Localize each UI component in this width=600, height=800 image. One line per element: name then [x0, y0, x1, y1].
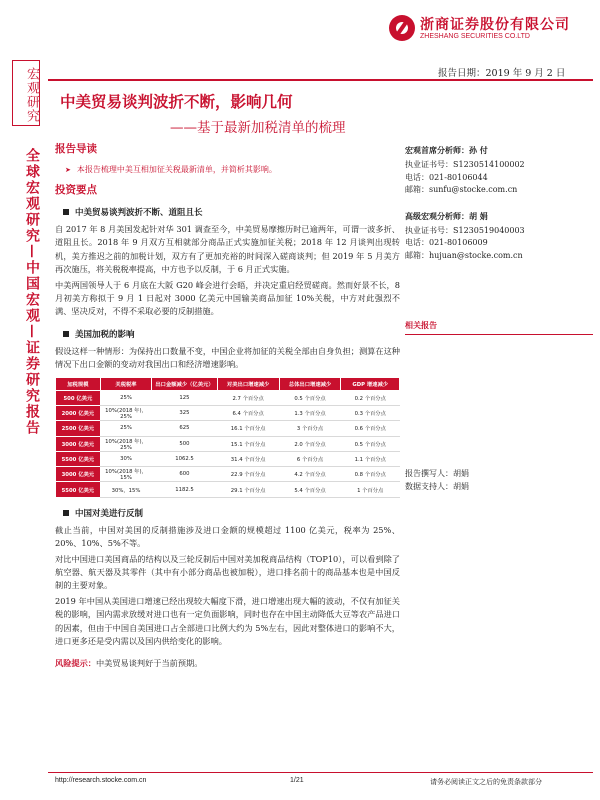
- guide-text: 本报告梳理中美互相加征关税最新清单，并简析其影响。: [76, 165, 277, 174]
- page-title: 中美贸易谈判波折不断，影响几何: [60, 93, 293, 111]
- table-header-row: [56, 377, 400, 390]
- table-cell: 10%(2018 年)，15%: [100, 467, 152, 482]
- company-logo-icon: [389, 15, 415, 41]
- related-reports-heading: 相关报告: [405, 320, 593, 335]
- table-cell: 22.9 个百分点: [217, 467, 279, 482]
- company-name-en: ZHESHANG SECURITIES CO.LTD: [420, 33, 530, 40]
- table-cell: 0.5 个百分点: [279, 390, 341, 405]
- analyst-license: 执业证书号：S1230514100002: [405, 160, 525, 169]
- table-cell: 10%(2018 年)，25%: [100, 405, 152, 420]
- section-heading: [63, 206, 400, 218]
- risk-text: 中美贸易谈判好于当前预期。: [95, 658, 203, 669]
- analyst-name: 宏观首席分析师：孙 付: [405, 146, 488, 155]
- section-title: 中国对美进行反制: [75, 508, 144, 519]
- table-cell: 3000 亿美元: [56, 467, 101, 482]
- analyst-email[interactable]: 邮箱：hujuan@stocke.com.cn: [405, 250, 523, 260]
- analyst-phone: 电话：021-80106044: [405, 172, 488, 182]
- table-row: [56, 467, 400, 482]
- page-subtitle: ——基于最新加税清单的梳理: [170, 120, 346, 136]
- table-cell: 2.0 个百分点: [279, 436, 341, 451]
- table-cell: 125: [152, 390, 217, 405]
- triangle-bullet-icon: ➤: [65, 166, 71, 174]
- paragraph: 2019 年中国从美国进口增速已经出现较大幅度下滑，进口增速出现大幅的波动，不仅有加征关税的影响，国内需求放缓对进口也有一定负面影响，同时也存在中国主动降低大豆等农产品进口的因素，但由于中国自美国进口占全部进口比例大约为 5%左右，因此对整体进口的影响不大，进口更多还是受内需以及国内供给变化的影响。: [55, 595, 400, 646]
- table-cell: 31.4 个百分点: [217, 451, 279, 466]
- risk-note: [55, 658, 400, 669]
- paragraph: 自 2017 年 8 月美国发起针对华 301 调查至今，中美贸易摩擦历时已逾两年，可谓一波多折、道阻且长。2018 年 9 月双方互相就部分商品正式实施加征关税；2018 年 12 月谈判出现转机，美方推迟之前的加税计划，双方有了更加充裕的时间深入磋商谈判；但 2019 年 5 月美方再次施压，将关税税率提高，中方也予以反制，于 6 月正式实施。: [55, 224, 400, 275]
- report-credits: [405, 467, 469, 493]
- guide-item: [65, 164, 400, 175]
- table-cell: 500 亿美元: [56, 390, 101, 405]
- table-cell: 0.3 个百分点: [341, 405, 400, 420]
- table-cell: 3000 亿美元: [56, 436, 101, 451]
- table-cell: 25%: [100, 421, 152, 436]
- section-title: 中美贸易谈判波折不断、道阻且长: [75, 208, 203, 218]
- guide-heading: 报告导读: [55, 143, 97, 155]
- table-row: [56, 405, 400, 420]
- table-cell: 6 个百分点: [279, 451, 341, 466]
- table-cell: 1.1 个百分点: [341, 451, 400, 466]
- footer-divider: [48, 772, 593, 773]
- footer-url-link[interactable]: http://research.stocke.com.cn: [55, 777, 147, 784]
- disclaimer-note: 请务必阅读正文之后的免责条款部分: [430, 778, 542, 786]
- analyst-card: [405, 145, 593, 197]
- section-heading: [63, 328, 400, 340]
- section-title: 美国加税的影响: [75, 329, 135, 340]
- page-header: [0, 0, 600, 55]
- table-row: [56, 482, 400, 497]
- paragraph: 对比中国进口美国商品的结构以及三轮反制后中国对美加税商品结构（TOP10），可以看到除了航空器、航天器及其零件（其中有小部分商品也被加税），进口排名前十的商品基本也是中国反制的主要对象。: [55, 553, 400, 591]
- table-cell: 2000 亿美元: [56, 405, 101, 420]
- table-cell: 500: [152, 436, 217, 451]
- analyst-panel: [405, 145, 593, 276]
- table-cell: 4.2 个百分点: [279, 467, 341, 482]
- table-cell: 0.6 个百分点: [341, 421, 400, 436]
- company-name-cn: 浙商证券股份有限公司: [420, 17, 570, 33]
- table-cell: 0.5 个百分点: [341, 436, 400, 451]
- paragraph: 假设这样一种情形：为保持出口数量不变，中国企业将加征的关税全部由自身负担；测算在这种情况下出口金额的变动对我国出口和经济增速影响。: [55, 345, 400, 370]
- analyst-email[interactable]: 邮箱：sunfu@stocke.com.cn: [405, 185, 518, 194]
- table-cell: 25%: [100, 390, 152, 405]
- table-cell: 1 个百分点: [341, 482, 400, 497]
- table-cell: 3 个百分点: [279, 421, 341, 436]
- table-header-cell: 加税规模: [56, 377, 101, 390]
- table-cell: 1182.5: [152, 482, 217, 497]
- table-cell: 5.4 个百分点: [279, 482, 341, 497]
- section-tag: 宏观研究: [12, 60, 40, 126]
- table-row: [56, 421, 400, 436]
- page-number: 1/21: [290, 777, 304, 784]
- table-cell: 1.3 个百分点: [279, 405, 341, 420]
- tariff-impact-table: [55, 377, 400, 498]
- table-cell: 600: [152, 467, 217, 482]
- table-cell: 30%: [100, 451, 152, 466]
- table-header-cell: 关税税率: [100, 377, 152, 390]
- analyst-card: [405, 211, 593, 263]
- square-bullet-icon: [63, 510, 69, 516]
- table-cell: 15.1 个百分点: [217, 436, 279, 451]
- paragraph: 截止当前，中国对美国的反制措施涉及进口金额的规模超过 1100 亿美元，税率为 25%、20%、10%、5%不等。: [55, 524, 400, 549]
- category-vertical-label: 全球宏观研究—中国宏观—证券研究报告: [24, 148, 40, 436]
- section-heading: [63, 507, 400, 519]
- table-cell: 29.1 个百分点: [217, 482, 279, 497]
- report-date: 报告日期：2019 年 9 月 2 日: [438, 68, 566, 79]
- top-divider: [48, 79, 593, 81]
- table-header-cell: 对美出口增速减少: [217, 377, 279, 390]
- report-writer: 报告撰写人：胡娟: [405, 469, 469, 478]
- table-cell: 625: [152, 421, 217, 436]
- data-support: 数据支持人：胡娟: [405, 482, 469, 491]
- table-cell: 2.7 个百分点: [217, 390, 279, 405]
- table-cell: 10%(2018 年)，25%: [100, 436, 152, 451]
- main-content: [55, 139, 400, 669]
- table-header-cell: 总体出口增速减少: [279, 377, 341, 390]
- table-cell: 16.1 个百分点: [217, 421, 279, 436]
- table-cell: 5500 亿美元: [56, 451, 101, 466]
- table-row: [56, 390, 400, 405]
- analyst-phone: 电话：021-80106009: [405, 238, 488, 247]
- square-bullet-icon: [63, 209, 69, 215]
- table-cell: 2500 亿美元: [56, 421, 101, 436]
- analyst-name: 高级宏观分析师：胡 娟: [405, 211, 488, 221]
- table-row: [56, 451, 400, 466]
- risk-label: 风险提示：: [55, 658, 96, 669]
- table-cell: 5500 亿美元: [56, 482, 101, 497]
- table-cell: 30%，15%: [100, 482, 152, 497]
- table-cell: 325: [152, 405, 217, 420]
- paragraph: 中美两国领导人于 6 月底在大阪 G20 峰会进行会晤，并决定重启经贸磋商。然而好景不长，8 月初美方称拟于 9 月 1 日起对 3000 亿美元中国输美商品加征 10%关税，中方对此强烈不满、坚决反对，不得不采取必要的反制措施。: [55, 279, 400, 317]
- square-bullet-icon: [63, 331, 69, 337]
- table-cell: 6.4 个百分点: [217, 405, 279, 420]
- table-header-cell: GDP 增速减少: [341, 377, 400, 390]
- analyst-license: 执业证书号：S1230519040003: [405, 225, 525, 235]
- table-header-cell: 出口金额减少（亿美元）: [152, 377, 217, 390]
- points-heading: 投资要点: [55, 184, 97, 196]
- table-cell: 0.8 个百分点: [341, 467, 400, 482]
- table-cell: 1062.5: [152, 451, 217, 466]
- table-row: [56, 436, 400, 451]
- table-cell: 0.2 个百分点: [341, 390, 400, 405]
